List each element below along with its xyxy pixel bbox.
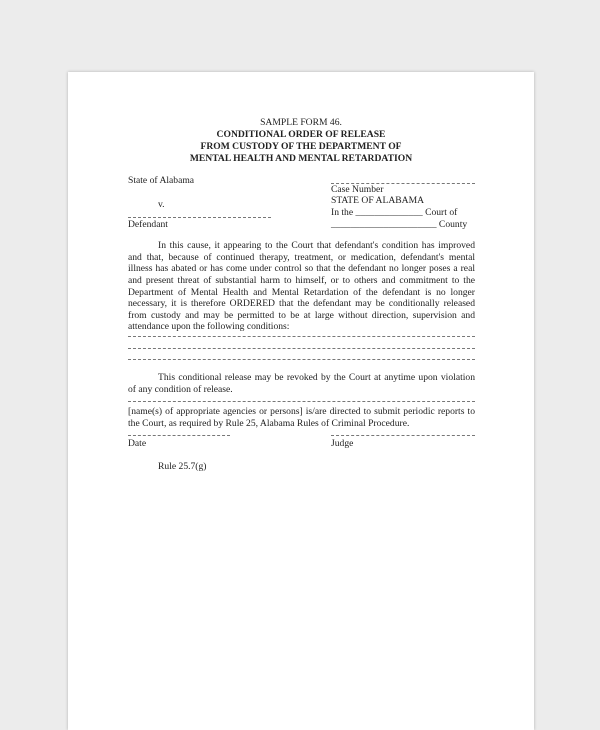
form-number: SAMPLE FORM 46. xyxy=(260,117,342,128)
paragraph-line: and present threat of substantial harm to himself, or to others and commitment to the xyxy=(128,274,475,286)
paragraph-line: and that, because of continued therapy, treatment, or medication, defendant's mental xyxy=(128,251,475,263)
paragraph-line: This conditional release may be revoked by the Court at anytime upon violation xyxy=(158,372,475,383)
condition-line-1 xyxy=(128,336,475,337)
county-line: ______________________ County xyxy=(331,219,468,230)
rule-reference: Rule 25.7(g) xyxy=(158,461,207,472)
date-label: Date xyxy=(128,438,147,449)
judge-signature-line xyxy=(331,435,475,436)
paragraph-line: Department of Mental Health and Mental Retardation of the defendant is no longer xyxy=(128,286,475,298)
paragraph-line: necessary, it is therefore ORDERED that the defendant may be conditionally released xyxy=(128,298,475,310)
document-page xyxy=(68,72,534,730)
paragraph-line: the Court, as required by Rule 25, Alabama Rules of Criminal Procedure. xyxy=(128,417,410,429)
form-title-line-1: CONDITIONAL ORDER OF RELEASE xyxy=(216,129,386,140)
paragraph-line: from custody and may be permitted to be at large without direction, supervision and xyxy=(128,309,475,321)
form-title-line-2: FROM CUSTODY OF THE DEPARTMENT OF xyxy=(200,141,402,152)
agency-name-line xyxy=(128,401,475,402)
form-title-line-3: MENTAL HEALTH AND MENTAL RETARDATION xyxy=(189,153,413,164)
paragraph-findings xyxy=(128,240,475,333)
paragraph-line: of any condition of release. xyxy=(128,383,233,395)
case-number-label: Case Number xyxy=(331,184,384,195)
paragraph-line: attendance upon the following conditions: xyxy=(128,321,290,333)
state-of-alabama-label: State of Alabama xyxy=(128,175,195,186)
condition-line-3 xyxy=(128,359,475,360)
paragraph-line: In this cause, it appearing to the Court that defendant's condition has improved xyxy=(158,240,475,251)
paragraph-line: illness has abated or has come under control so that the defendant no longer poses a real xyxy=(128,263,475,275)
date-signature-line xyxy=(128,435,230,436)
condition-line-2 xyxy=(128,348,475,349)
defendant-label: Defendant xyxy=(128,219,168,230)
court-state-label: STATE OF ALABAMA xyxy=(331,195,425,206)
defendant-name-line xyxy=(128,217,271,218)
paragraph-revocation xyxy=(128,372,475,395)
versus-label: v. xyxy=(158,199,165,210)
paragraph-line: [name(s) of appropriate agencies or persons] is/are directed to submit periodic reports to xyxy=(128,406,475,417)
court-name-line: In the ______________ Court of xyxy=(331,207,458,218)
paragraph-reports xyxy=(128,406,475,429)
judge-label: Judge xyxy=(331,438,354,449)
